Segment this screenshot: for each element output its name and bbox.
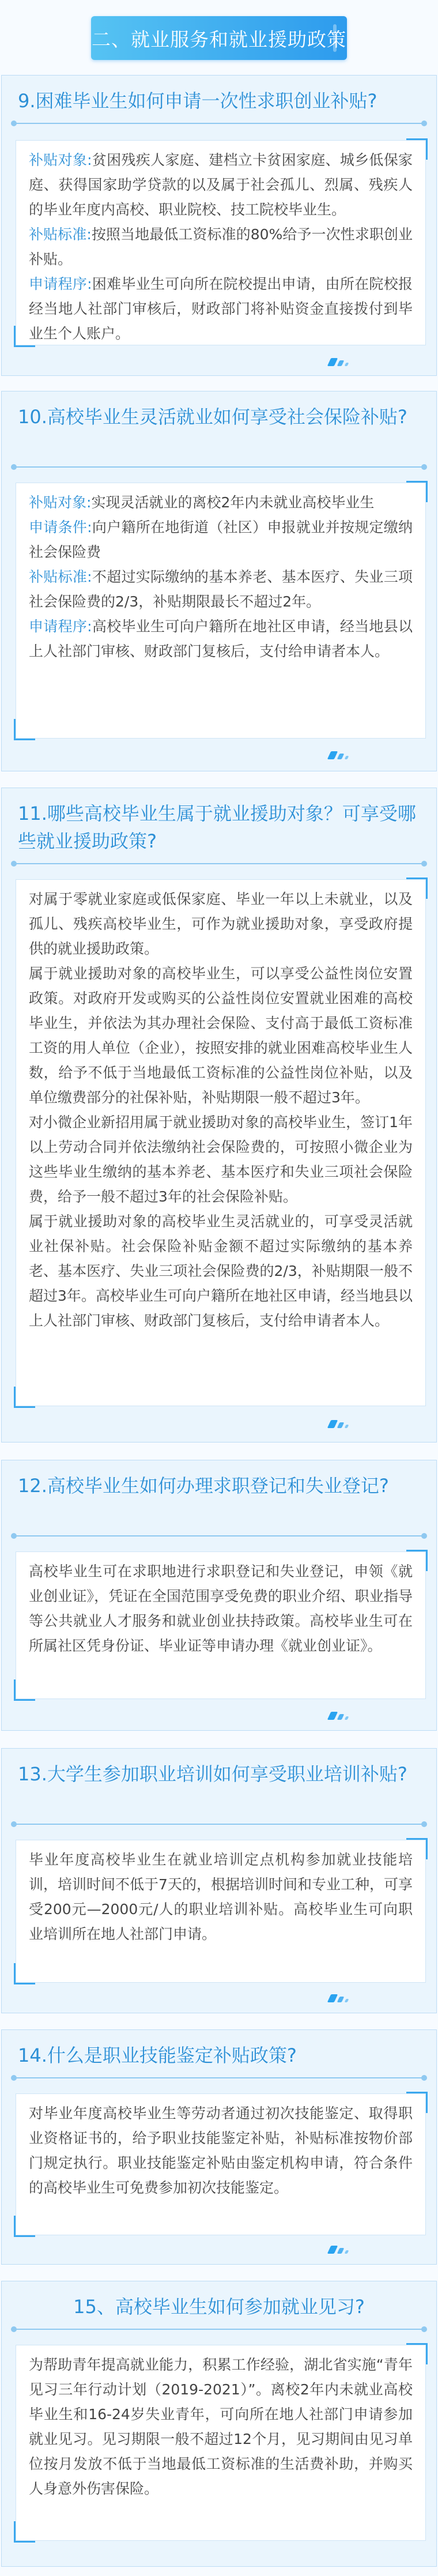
answer-box — [16, 483, 426, 739]
corner-accent — [14, 719, 35, 740]
question-card-14 — [1, 2029, 437, 2265]
corner-accent — [14, 2216, 35, 2237]
question-card-12 — [1, 1460, 437, 1731]
slash-decoration — [329, 1992, 348, 2002]
slash-decoration — [329, 1418, 348, 1428]
corner-accent — [406, 1550, 428, 1571]
answer-paragraph: 申请程序:困难毕业生可向所在院校提出申请，由所在院校报经当地人社部门审核后，财政部门将补贴资金直接拨付到毕业生个人账户。 — [29, 276, 413, 342]
question-title: 11.哪些高校毕业生属于就业援助对象？可享受哪些就业援助政策? — [18, 803, 416, 852]
slash-decoration — [329, 2243, 348, 2254]
question-title: 10.高校毕业生灵活就业如何享受社会保险补贴? — [18, 406, 407, 428]
question-title: 9.困难毕业生如何申请一次性求职创业补贴? — [18, 90, 377, 112]
answer-paragraph: 对毕业年度高校毕业生等劳动者通过初次技能鉴定、取得职业资格证书的，给予职业技能鉴定补贴，补贴标准按物价部门规定执行。职业技能鉴定补贴由鉴定机构申请，符合条件的高校毕业生可免费参加初次技能鉴定。 — [29, 2105, 413, 2196]
banner-stripe — [333, 24, 337, 52]
title-underline — [16, 2329, 422, 2330]
question-title: 15、高校毕业生如何参加就业见习? — [73, 2296, 365, 2318]
slash-decoration — [329, 356, 348, 366]
answer-box — [16, 140, 426, 345]
answer-paragraph: 高校毕业生可在求职地进行求职登记和失业登记，申领《就业创业证》，凭证在全国范围享受免费的职业介绍、职业指导等公共就业人才服务和就业创业扶持政策。高校毕业生可在所属社区凭身份证、毕业证等申请办理《就业创业证》。 — [29, 1563, 413, 1654]
answer-paragraph: 补贴标准:不超过实际缴纳的基本养老、基本医疗、失业三项社会保险费的2/3，补贴期限最长不超过2年。 — [29, 568, 413, 610]
answer-paragraph: 为帮助青年提高就业能力，积累工作经验，湖北省实施“青年见习三年行动计划（2019-2021）”。离校2年内未就业高校毕业生和16-24岁失业青年，可向所在地人社部门申请参加就业见习。见习期限一般不超过12个月，见习期间由见习单位按月发放不低于当地最低工资标准的生活费补助，并购买人身意外伤害保险。 — [29, 2356, 413, 2497]
answer-paragraph: 对属于零就业家庭或低保家庭、毕业一年以上未就业，以及孤儿、残疾高校毕业生，可作为就业援助对象，享受政府提供的就业援助政策。 — [29, 891, 413, 957]
question-card-9 — [1, 75, 437, 376]
title-underline — [16, 863, 422, 864]
answer-paragraph: 申请条件:向户籍所在地街道（社区）申报就业并按规定缴纳社会保险费 — [29, 519, 413, 560]
corner-accent — [14, 1387, 35, 1408]
corner-accent — [406, 138, 428, 160]
answer-paragraph: 毕业年度高校毕业生在就业培训定点机构参加就业技能培训，培训时间不低于7天的，根据培训时间和专业工种，可享受200元—2000元/人的职业培训补贴。高校毕业生可向职业培训所在地人社部门申请。 — [29, 1851, 413, 1942]
question-title: 13.大学生参加职业培训如何享受职业培训补贴? — [18, 1763, 407, 1785]
slash-decoration — [329, 1709, 348, 1720]
question-card-11 — [1, 788, 437, 1443]
answer-paragraph: 对小微企业新招用属于就业援助对象的高校毕业生，签订1年以上劳动合同并依法缴纳社会保险费的，可按照小微企业为这些毕业生缴纳的基本养老、基本医疗和失业三项社会保险费，给予一般不超过3年的社会保险补贴。 — [29, 1114, 413, 1205]
answer-box — [16, 1551, 426, 1699]
slash-decoration — [329, 749, 348, 759]
corner-accent — [406, 1838, 428, 1859]
question-card-13 — [1, 1748, 437, 2013]
corner-accent — [14, 1963, 35, 1984]
question-title: 14.什么是职业技能鉴定补贴政策? — [18, 2044, 297, 2066]
title-underline — [16, 466, 422, 468]
corner-accent — [406, 481, 428, 502]
answer-box — [16, 879, 426, 1406]
answer-paragraph: 补贴对象:实现灵活就业的离校2年内未就业高校毕业生 — [29, 494, 375, 511]
corner-accent — [406, 2092, 428, 2113]
answer-paragraph: 补贴对象:贫困残疾人家庭、建档立卡贫困家庭、城乡低保家庭、获得国家助学贷款的以及属于社会孤儿、烈属、残疾人的毕业年度内高校、职业院校、技工院校毕业生。 — [29, 152, 413, 218]
answer-box — [16, 1840, 426, 1983]
corner-accent — [406, 878, 428, 899]
question-title: 12.高校毕业生如何办理求职登记和失业登记? — [18, 1475, 389, 1497]
answer-box — [16, 2093, 426, 2235]
answer-paragraph: 申请程序:高校毕业生可向户籍所在地社区申请，经当地县以上人社部门审核、财政部门复核后，支付给申请者本人。 — [29, 618, 413, 660]
answer-paragraph: 属于就业援助对象的高校毕业生灵活就业的，可享受灵活就业社保补贴。社会保险补贴金额不超过实际缴纳的基本养老、基本医疗、失业三项社会保险费的2/3，补贴期限一般不超过3年。高校毕业生可向户籍所在地社区申请，经当地县以上人社部门审核、财政部门复核后，支付给申请者本人。 — [29, 1213, 413, 1329]
title-underline — [16, 1535, 422, 1536]
title-underline — [16, 1824, 422, 1825]
answer-paragraph: 补贴标准:按照当地最低工资标准的80%给予一次性求职创业补贴。 — [29, 226, 413, 268]
corner-accent — [14, 326, 35, 347]
title-underline — [16, 2077, 422, 2078]
question-card-10 — [1, 391, 437, 771]
answer-box — [16, 2345, 426, 2541]
section-title: 二、就业服务和就业援助政策 — [92, 28, 346, 51]
corner-accent — [14, 2521, 35, 2543]
question-card-15 — [1, 2281, 437, 2567]
corner-accent — [14, 1679, 35, 1701]
title-underline — [16, 123, 422, 124]
corner-accent — [406, 2343, 428, 2364]
answer-paragraph: 属于就业援助对象的高校毕业生，可以享受公益性岗位安置政策。对政府开发或购买的公益性岗位安置就业困难的高校毕业生，并依法为其办理社会保险、支付高于最低工资标准工资的用人单位（企业），按照安排的就业困难高校毕业生人数，给予不低于当地最低工资标准的公益性岗位补贴，以及单位缴费部分的社保补贴，补贴期限一般不超过3年。 — [29, 965, 413, 1106]
section-title-banner — [91, 16, 347, 60]
